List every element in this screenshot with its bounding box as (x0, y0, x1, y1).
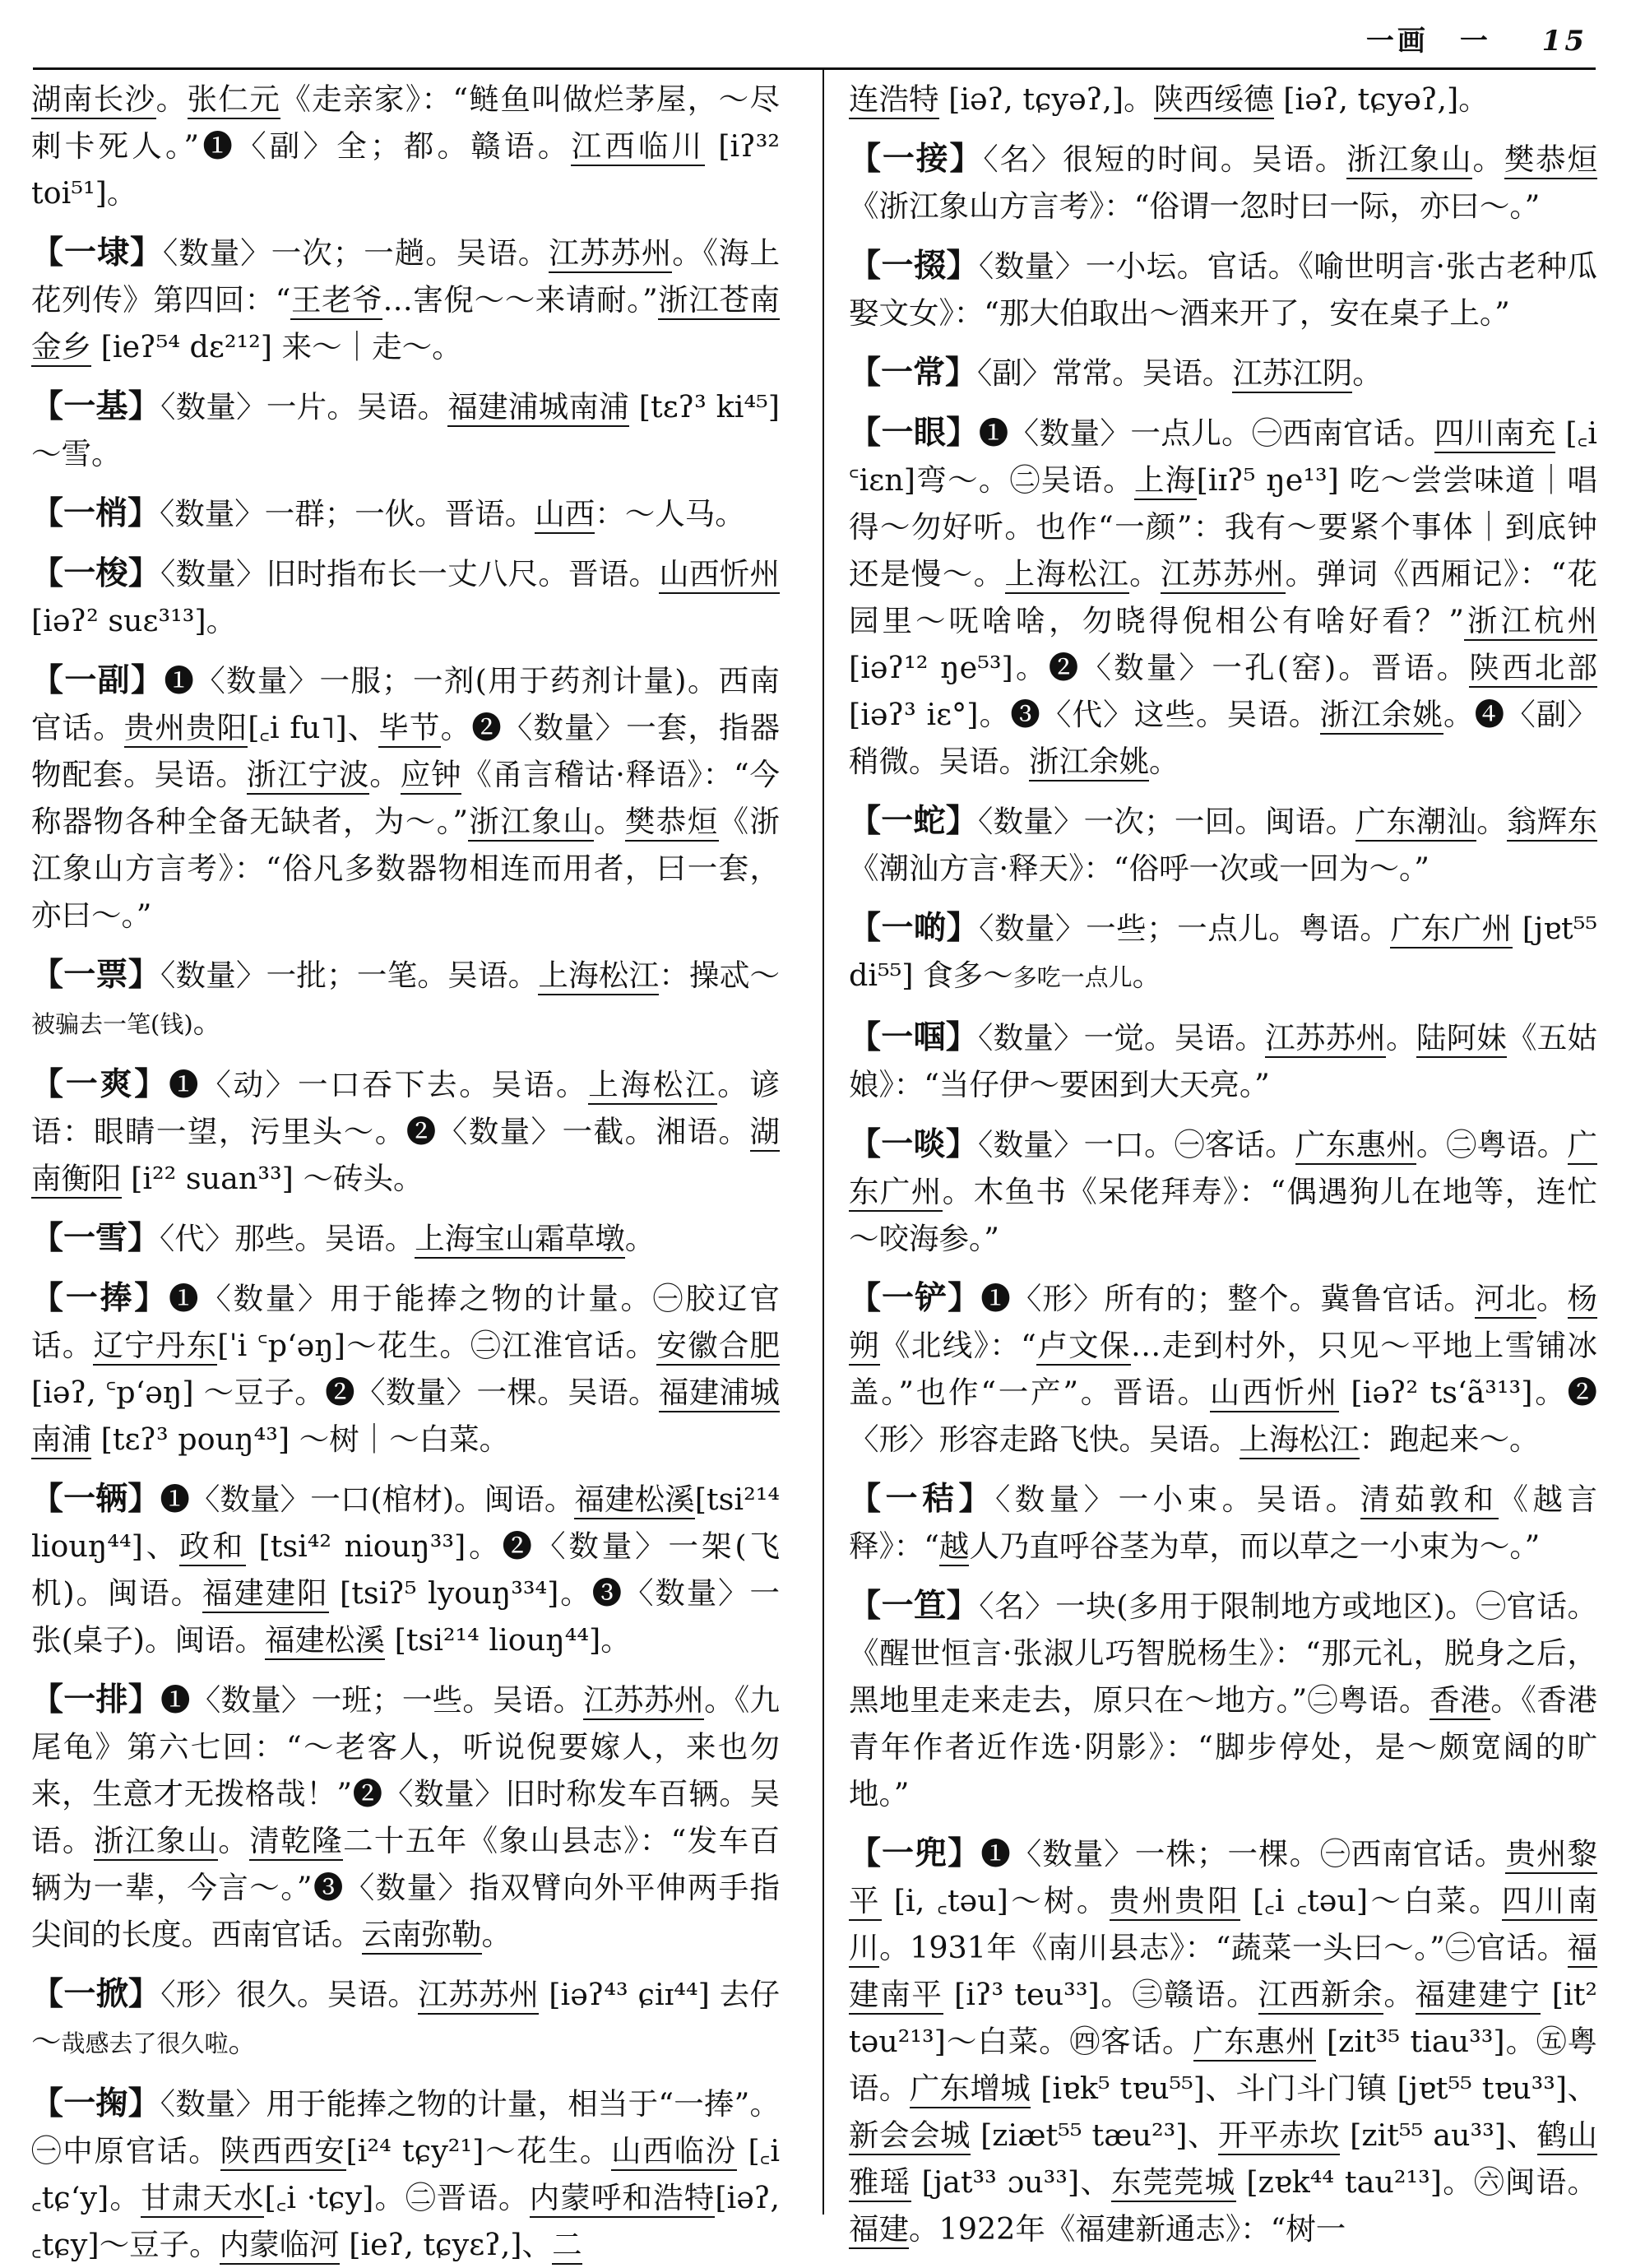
entry-text: …走到村外，只见～平地上雪铺冰盖。”也作“一产”。晋语。 (849, 1328, 1598, 1410)
entry-text: 〈数量〉一次；一回。闽语。 (977, 804, 1356, 839)
place-or-name-underlined: 政和 (179, 1528, 246, 1566)
entry-text: 人乃直呼谷茎为草，而以草之一小束为～。” (969, 1528, 1541, 1564)
place-or-name-underlined: 江西临川 (571, 128, 705, 166)
place-or-name-underlined: 樊恭烜 (625, 804, 719, 842)
place-or-name-underlined: 王老爷 (290, 282, 382, 320)
entry-text: ❶〈数量〉一点儿。㊀西南官话。 (978, 415, 1434, 451)
entry-text: [iəʔ² tsʻã³¹³]。❷〈形〉形容走路飞快。吴语。 (849, 1375, 1597, 1457)
place-or-name-underlined: 江苏苏州 (1265, 1020, 1386, 1058)
entry-headword: 【 一啲 】 (849, 909, 979, 947)
entry-headword: 【 一副 】 (31, 661, 164, 699)
entry-text: [iəʔ² suɛ³¹³]。 (31, 603, 237, 638)
entry-text: ❶〈动〉一口吞下去。吴语。 (169, 1067, 589, 1102)
place-or-name-underlined: 贵州贵阳 (1110, 1883, 1240, 1921)
entry-text: 。 (218, 1823, 250, 1858)
place-or-name-underlined: 福建浦城南浦 (31, 1375, 780, 1459)
entry-text: [iəʔ, ꜀tɕy]～豆子。 (31, 2180, 781, 2262)
entry-text: ❶〈数量〉一口(棺材)。闽语。 (160, 1482, 575, 1517)
place-or-name-underlined: 福建松溪 (265, 1622, 385, 1660)
dictionary-entry (31, 2080, 780, 2268)
entry-text: ❶〈数量〉一班；一些。吴语。 (160, 1682, 584, 1718)
entry-headword: 【 一埭 】 (31, 234, 163, 271)
place-or-name-underlined: 应钟 (401, 757, 462, 795)
place-or-name-underlined: 江苏江阴 (1232, 355, 1352, 393)
place-or-name-underlined: 广东惠州 (1295, 1127, 1416, 1165)
entry-headword: 【 一啯 】 (849, 1018, 978, 1056)
entry-text: ：操忒～ (659, 958, 780, 993)
entry-text: [i²⁴ tɕy²¹]～花生。 (345, 2133, 612, 2168)
entry-text: [i²² suan³³] ～砖头。 (121, 1161, 424, 1196)
place-or-name-underlined: 鹤山雅瑶 (849, 2117, 1597, 2202)
place-or-name-underlined: 辽宁丹东 (93, 1328, 217, 1366)
place-or-name-underlined: 上海松江 (1005, 556, 1130, 594)
dictionary-entry (849, 1583, 1597, 1817)
place-or-name-underlined: 浙江象山 (94, 1823, 219, 1861)
place-or-name-underlined: 卢文保 (1036, 1328, 1131, 1366)
dictionary-entry (31, 1061, 780, 1202)
entry-text: 《北线》：“ (879, 1328, 1036, 1363)
entry-text: [iʔ³ teu³³]。㊂赣语。 (943, 1977, 1258, 2012)
place-or-name-underlined: 福建建宁 (1416, 1977, 1541, 2015)
entry-text: 〈形〉很久。吴语。 (160, 1977, 419, 2012)
place-or-name-underlined: 湖南长沙 (31, 81, 156, 119)
entry-text: 。弹词《西厢记》：“花园里～呒啥啥，勿晓得倪相公有啥好看？” (849, 556, 1598, 638)
entry-text: 〈数量〉一小坛。官话。《喻世明言·张古老种瓜娶文女》：“那大伯取出～酒来开了，安在桌子上。” (849, 248, 1597, 331)
place-or-name-underlined: 江苏苏州 (549, 235, 672, 273)
place-or-name-underlined: 浙江杭州 (1464, 603, 1597, 641)
entry-headword: 【 一基 】 (31, 387, 160, 425)
entry-headword: 【 一笪 】 (849, 1587, 979, 1625)
dictionary-entry (31, 1476, 780, 1663)
dictionary-entry (31, 1971, 780, 2067)
entry-text: [꜀i ꜀tɕʻy]。 (31, 2133, 781, 2215)
entry-text: 。谚语：眼睛一望，污里头～。❷〈数量〉一截。湘语。 (31, 1067, 780, 1149)
entry-headword: 【 一梢 】 (31, 494, 160, 532)
place-or-name-underlined: 广东广州 (849, 1127, 1597, 1212)
entry-text: ：跑起来～。 (1359, 1422, 1540, 1457)
dictionary-entry (849, 350, 1597, 397)
entry-text: ❶〈数量〉一株；一棵。㊀西南官话。 (980, 1836, 1506, 1871)
place-or-name-underlined: 清乾隆 (249, 1823, 343, 1861)
entry-text: 〈数量〉一批；一笔。吴语。 (160, 958, 539, 993)
place-or-name-underlined: 贵州贵阳 (124, 710, 248, 748)
entry-text: 。 (1383, 1977, 1416, 2012)
entry-text: [ieʔ, tɕyɛʔ,]、 (339, 2227, 553, 2262)
dictionary-entry (849, 1830, 1597, 2252)
section-label: 一画 一 (1365, 25, 1491, 58)
place-or-name-underlined: 安徽合肥 (656, 1328, 780, 1366)
entry-text: 。1931年《南川县志》：“蔬菜一头曰～。”㊁官话。 (879, 1930, 1568, 1965)
place-or-name-underlined: 陕西西安 (220, 2133, 346, 2171)
entry-text: [tsi²¹⁴ liouŋ⁴⁴]、 (31, 1482, 780, 1564)
place-or-name-underlined: 翁辉东 (1507, 804, 1597, 842)
place-or-name-underlined: 福建松溪 (574, 1482, 694, 1519)
entry-text: ❶〈数量〉一服；一剂(用于药剂计量)。西南官话。 (31, 663, 780, 745)
dictionary-entry (31, 550, 780, 644)
place-or-name-underlined: 内蒙临河 (220, 2227, 340, 2265)
place-or-name-underlined: 毕节 (378, 710, 440, 748)
place-or-name-underlined: 浙江宁波 (247, 757, 370, 795)
column-divider (822, 67, 824, 2215)
place-or-name-underlined: 山西临汾 (611, 2133, 737, 2171)
entry-headword: 【 一啖 】 (849, 1125, 978, 1163)
entry-headword: 【 一蛇 】 (849, 802, 978, 840)
entry-text: 。 (228, 2024, 259, 2059)
entry-text: [ieʔ⁵⁴ dɛ²¹²] 来～｜走～。 (91, 329, 462, 364)
place-or-name-underlined: 浙江象山 (1346, 141, 1472, 179)
entry-headword: 【 一排 】 (31, 1681, 160, 1718)
entry-text: 。 (1129, 556, 1161, 591)
place-or-name-underlined: 连浩特 (849, 81, 939, 119)
dictionary-entry (31, 1677, 780, 1958)
place-or-name-underlined: 清茹敦和 (1360, 1482, 1499, 1519)
left-column (31, 76, 781, 2262)
entry-text: 。《香港青年作者近作选·阴影》：“脚步停处，是～颇宽阔的旷地。” (849, 1682, 1597, 1811)
entry-text: [jat³³ ɔu³³]、 (911, 2164, 1112, 2200)
entry-text: 〈数量〉一觉。吴语。 (977, 1020, 1266, 1055)
entry-text: [꜀i ·tɕy]。㊁晋语。 (264, 2180, 530, 2215)
entry-text: 。木鱼书《呆佬拜寿》：“偶遇狗儿在地等，连忙～咬海参。” (849, 1174, 1597, 1256)
entry-text: 《浙江象山方言考》：“俗凡多数器物相连而用者，曰一套，亦曰～。” (31, 804, 781, 933)
entry-headword: 【 一接 】 (849, 140, 983, 178)
entry-text: [iəʔ, ꜂pʻəŋ] ～豆子。❷〈数量〉一棵。吴语。 (31, 1375, 659, 1410)
gloss-note: 哉感去了很久啦 (61, 2029, 229, 2057)
place-or-name-underlined: 香港 (1430, 1682, 1490, 1720)
header-rule (33, 67, 1596, 70)
entry-text: 。 (155, 81, 188, 117)
place-or-name-underlined: 河北 (1475, 1281, 1536, 1319)
entry-text: 。 (1352, 355, 1383, 391)
dictionary-entry (31, 1275, 780, 1463)
entry-text: 。1922年《福建新通志》：“树一 (909, 2211, 1346, 2247)
entry-text: [iɪʔ⁵ ŋe¹³] 吃～尝尝味道｜唱得～勿好听。也作“一颜”：我有～要紧个事体｜到底钟还是慢～。 (849, 462, 1597, 591)
entry-headword: 【 一常 】 (849, 354, 977, 392)
entry-text: 。 (1476, 804, 1508, 839)
entry-headword: 【 一掀 】 (31, 1975, 160, 2013)
entry-text: [zit⁵⁵ au³³]、 (1339, 2117, 1537, 2153)
entry-headword: 【 一眼 】 (849, 414, 979, 452)
entry-text: 。 (1149, 744, 1179, 779)
place-or-name-underlined: 二 (552, 2227, 582, 2265)
entry-text: [jɐt⁵⁵ di⁵⁵] 食多～ (849, 911, 1597, 993)
place-or-name-underlined: 上海松江 (588, 1067, 717, 1105)
dictionary-entry (849, 1275, 1597, 1463)
entry-text: 〈名〉一块(多用于限制地方或地区)。㊀官话。《醒世恒言·张淑儿巧智脱杨生》：“那元礼，脱身之后，黑地里走来走去，原只在～地方。”㊁粤语。 (849, 1589, 1597, 1718)
entry-text: 〈副〉常常。吴语。 (977, 355, 1233, 391)
dictionary-entry (849, 1014, 1597, 1108)
entry-text: [꜀i ꜂iɛn]弯～。㊁吴语。 (849, 415, 1597, 498)
place-or-name-underlined: 浙江余姚 (1029, 744, 1149, 782)
entry-text: 《走亲家》：“鲢鱼叫做烂茅屋，～尽刺卡死人。”❶〈副〉全；都。赣语。 (31, 81, 781, 164)
place-or-name-underlined: 上海松江 (1240, 1422, 1360, 1459)
entry-text: 《甬言稽诂·释语》：“今称器物各种全备无缺者，为～。” (31, 757, 781, 839)
entry-text: 《五姑娘》：“当仔伊～要困到大天亮。” (849, 1020, 1598, 1102)
entry-text: 。 (1132, 958, 1163, 993)
entry-text: [iəʔ⁴³ ɕiɪ⁴⁴] 去仔～ (31, 1977, 781, 2059)
entry-text: 。 (594, 804, 625, 839)
place-or-name-underlined: 新会会城 (849, 2117, 971, 2155)
entry-text: [tɛʔ³ pouŋ⁴³] ～树｜～白菜。 (91, 1422, 510, 1457)
entry-text: [tsiʔ⁵ lyouŋ³³⁴]。❸〈数量〉一张(桌子)。闽语。 (31, 1575, 781, 1658)
entry-text: 〈数量〉一小束。吴语。 (994, 1482, 1360, 1517)
entry-text: 〈数量〉用于能捧之物的计量，相当于“一捧”。㊀中原官话。 (31, 2086, 780, 2168)
entry-text: ❶〈数量〉用于能捧之物的计量。㊀胶辽官话。 (31, 1281, 780, 1363)
place-or-name-underlined: 江苏苏州 (1161, 556, 1286, 594)
place-or-name-underlined: 贵州黎平 (849, 1836, 1597, 1921)
right-column (849, 76, 1598, 2247)
dictionary-entry (31, 657, 780, 939)
entry-text: 。《海上花列传》第四回：“ (31, 235, 780, 318)
gloss-note: 多吃一点儿 (1012, 963, 1133, 991)
dictionary-entry (849, 905, 1597, 1001)
place-or-name-underlined: 樊恭烜 (1504, 141, 1597, 179)
place-or-name-underlined: 内蒙呼和浩特 (530, 2180, 716, 2218)
dictionary-entry (849, 1121, 1597, 1262)
place-or-name-underlined: 陕西绥德 (1154, 81, 1274, 119)
dictionary-entry (849, 76, 1597, 123)
entry-text: 〈数量〉一口。㊀客话。 (977, 1127, 1295, 1162)
place-or-name-underlined: 江西新余 (1258, 1977, 1384, 2015)
entry-text: 〈数量〉旧时指布长一丈八尺。晋语。 (160, 556, 660, 591)
place-or-name-underlined: 广东惠州 (1193, 2024, 1317, 2062)
place-or-name-underlined: 山西忻州 (659, 556, 780, 594)
entry-text: [iəʔ, tɕyəʔ,]。 (938, 81, 1154, 117)
place-or-name-underlined: 上海松江 (538, 958, 659, 995)
entry-text: [iʔ³² toi⁵¹]。 (31, 128, 780, 211)
place-or-name-underlined: 福建浦城南浦 (447, 389, 629, 427)
entry-text: 。❹〈副〉稍微。吴语。 (849, 697, 1598, 779)
dictionary-entry (31, 383, 780, 477)
entry-text: 《潮汕方言·释天》：“俗呼一次或一回为～。” (849, 851, 1430, 886)
entry-text: [i, ꜀təu]～树。 (881, 1883, 1110, 1918)
dictionary-entry (31, 952, 780, 1048)
place-or-name-underlined: 甘肃天水 (141, 2180, 265, 2218)
entry-text: 。❷〈数量〉一套，指器物配套。吴语。 (31, 710, 781, 792)
entry-text: [꜀i ꜀təu]～白菜。 (1240, 1883, 1502, 1918)
entry-text: ：～人马。 (595, 496, 745, 531)
entry-text: 。㊁粤语。 (1416, 1127, 1568, 1162)
place-or-name-underlined: 浙江象山 (468, 804, 594, 842)
place-or-name-underlined: 广东广州 (1390, 911, 1512, 948)
entry-text: 《越言释》：“ (849, 1482, 1598, 1564)
entry-text: [iəʔ¹² ŋe⁵³]。❷〈数量〉一孔(窑)。晋语。 (849, 650, 1470, 685)
place-or-name-underlined: 浙江余姚 (1320, 697, 1444, 735)
place-or-name-underlined: 开平赤坎 (1218, 2117, 1340, 2155)
entry-text: 。 (369, 757, 401, 792)
entry-text: 《浙江象山方言考》：“俗谓一忽时曰一际，亦曰～。” (849, 188, 1541, 224)
entry-text: 〈数量〉一群；一伙。晋语。 (160, 496, 535, 531)
place-or-name-underlined: 四川南充 (1434, 415, 1556, 453)
entry-text: 。《九尾龟》第六七回：“～老客人，听说倪要嫁人，来也勿来，生意才无拨格哉！”❷〈数量〉旧时称发车百辆。吴语。 (31, 1682, 780, 1858)
entry-text: [zit³⁵ tiau³³]。㊄粤语。 (849, 2024, 1597, 2106)
gloss-note: 被骗去一笔(钱) (31, 1010, 193, 1038)
entry-text: ❶〈形〉所有的；整个。冀鲁官话。 (980, 1281, 1475, 1316)
entry-text: [tsi²¹⁴ liouŋ⁴⁴]。 (384, 1622, 631, 1658)
place-or-name-underlined: 湖南衡阳 (31, 1114, 780, 1199)
entry-text: [iəʔ, tɕyəʔ,]。 (1273, 81, 1489, 117)
place-or-name-underlined: 江苏苏州 (418, 1977, 539, 2015)
dictionary-entry (31, 230, 780, 370)
entry-text: [ˈi ꜂pʻəŋ]～花生。㊁江淮官话。 (217, 1328, 657, 1363)
entry-headword: 【 一秸 】 (849, 1480, 995, 1518)
page-number: 15 (1541, 25, 1587, 58)
place-or-name-underlined: 越 (939, 1528, 970, 1566)
place-or-name-underlined: 上海宝山霜草墩 (415, 1221, 625, 1259)
place-or-name-underlined: 云南弥勒 (362, 1917, 482, 1955)
place-or-name-underlined: 山西 (535, 496, 595, 534)
dictionary-entry (31, 1215, 780, 1262)
entry-text: 〈数量〉一片。吴语。 (160, 389, 448, 424)
entry-text: [iəʔ³ iɛ°]。❸〈代〉这些。吴语。 (849, 697, 1320, 732)
entry-text: 。 (1536, 1281, 1568, 1316)
entry-headword: 【 一掬 】 (31, 2085, 160, 2122)
dictionary-entry (849, 798, 1597, 892)
entry-headword: 【 一票 】 (31, 956, 160, 994)
place-or-name-underlined: 张仁元 (188, 81, 281, 119)
entry-text: [tɛʔ³ ki⁴⁵] ～雪。 (31, 389, 780, 471)
place-or-name-underlined: 陕西北部 (1469, 650, 1597, 688)
entry-text: 〈数量〉一次；一趟。吴语。 (163, 235, 549, 271)
entry-text: [zɐk⁴⁴ tau²¹³]。㊅闽语。 (1235, 2164, 1598, 2200)
place-or-name-underlined: 福建建阳 (202, 1575, 329, 1613)
entry-headword: 【 一兜 】 (849, 1834, 980, 1872)
entry-headword: 【 一铲 】 (849, 1279, 980, 1317)
place-or-name-underlined: 浙江苍南金乡 (31, 282, 780, 367)
entry-text: [꜀i fu˥]、 (248, 710, 379, 745)
running-header (0, 18, 1587, 58)
entry-text: 二十五年《象山县志》：“发车百辆为一辈，今言～。”❸〈数量〉指双臂向外平伸两手指尖间的长度。西南官话。 (31, 1823, 781, 1952)
entry-headword: 【 一雪 】 (31, 1219, 160, 1257)
entry-text: 。 (1386, 1020, 1416, 1055)
dictionary-entry (31, 76, 780, 216)
place-or-name-underlined: 陆阿妹 (1416, 1020, 1507, 1058)
entry-text: 。 (1472, 141, 1504, 177)
entry-text: 〈代〉那些。吴语。 (160, 1221, 415, 1256)
place-or-name-underlined: 江苏苏州 (583, 1682, 704, 1720)
entry-headword: 【 一梭 】 (31, 554, 160, 592)
dictionary-entry (849, 136, 1597, 230)
entry-headword: 【 一爽 】 (31, 1065, 169, 1103)
place-or-name-underlined: 山西忻州 (1210, 1375, 1339, 1412)
place-or-name-underlined: 东莞莞城 (1111, 2164, 1235, 2202)
entry-text: 。 (481, 1917, 512, 1952)
dictionary-entry (849, 410, 1597, 785)
entry-headword: 【 一掇 】 (849, 247, 979, 285)
place-or-name-underlined: 四川南川 (849, 1883, 1597, 1968)
dictionary-entry (849, 1476, 1597, 1570)
entry-text: …害倪～～来请耐。” (382, 282, 658, 318)
place-or-name-underlined: 杨朔 (849, 1281, 1597, 1366)
entry-text: 。 (192, 1004, 224, 1040)
entry-headword: 【 一捧 】 (31, 1279, 169, 1317)
entry-text: [it² təu²¹³]～白菜。㊃客话。 (849, 1977, 1598, 2059)
place-or-name-underlined: 广东增城 (910, 2071, 1031, 2108)
entry-text: [iɐk⁵ tɐu⁵⁵]、斗门斗门镇 [jɐt⁵⁵ tɐu³³]、 (1031, 2071, 1598, 2106)
place-or-name-underlined: 福建 (849, 2211, 909, 2249)
place-or-name-underlined: 福建南平 (849, 1930, 1597, 2015)
entry-text: [ziæt⁵⁵ tæu²³]、 (970, 2117, 1219, 2153)
entry-text: 〈名〉很短的时间。吴语。 (983, 141, 1347, 177)
place-or-name-underlined: 上海 (1134, 462, 1197, 500)
dictionary-entry (849, 243, 1597, 336)
entry-text: 〈数量〉一些；一点儿。粤语。 (979, 911, 1391, 946)
entry-headword: 【 一辆 】 (31, 1480, 160, 1518)
place-or-name-underlined: 广东潮汕 (1355, 804, 1476, 842)
entry-text: [tsi⁴² niouŋ³³]。❷〈数量〉一架(飞机)。闽语。 (31, 1528, 781, 1611)
dictionary-entry (31, 490, 780, 537)
entry-text: 。 (624, 1221, 656, 1256)
